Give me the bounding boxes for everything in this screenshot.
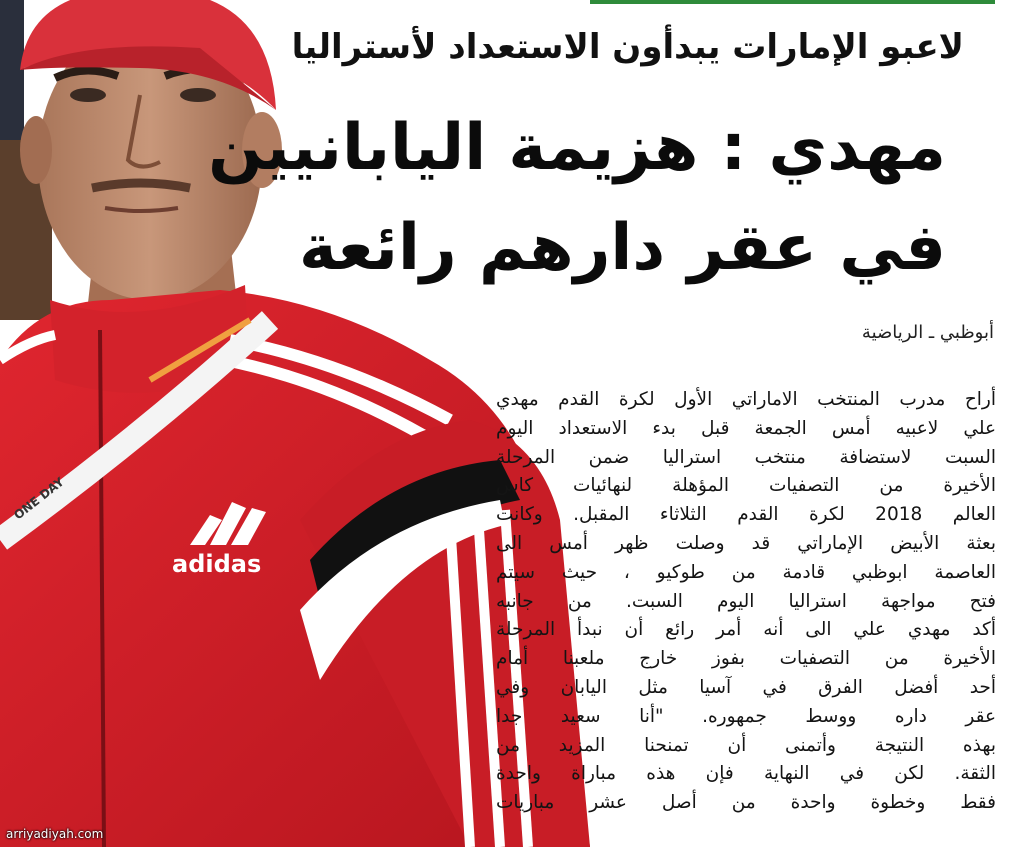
body-line: الأخيرة من التصفيات المؤهلة لنهائيات كاس — [496, 475, 996, 497]
article-kicker: لاعبو الإمارات يبدأون الاستعداد لأستراليا — [291, 27, 964, 67]
body-line: عقر داره ووسط جمهوره. "أنا سعيد جدا — [496, 705, 996, 727]
body-line: العالم 2018 لكرة القدم الثلاثاء المقبل. وكانت — [496, 504, 996, 526]
article-byline: أبوظبي ـ الرياضية — [861, 322, 994, 343]
body-line: الأخيرة من التصفيات بفوز خارج ملعبنا أمام — [496, 648, 996, 670]
jacket-brand-text: adidas — [172, 550, 262, 578]
headline-line: مهدي : هزيمة اليابانيين — [208, 111, 946, 185]
lanyard-text: ONE DAY — [11, 474, 67, 523]
body-line: أحد أفضل الفرق في آسيا مثل اليابان وفي — [496, 676, 996, 698]
headline-line: في عقر دارهم رائعة — [298, 211, 946, 285]
body-line: بعثة الأبيض الإماراتي قد وصلت ظهر أمس الى — [496, 532, 996, 554]
body-line: علي لاعبيه أمس الجمعة قبل بدء الاستعداد اليوم — [496, 417, 996, 439]
body-line: فقط وخطوة واحدة من أصل عشر مباريات — [496, 792, 996, 814]
body-line: الثقة. لكن في النهاية فإن هذه مباراة واحدة — [496, 763, 996, 785]
body-line: العاصمة ابوظبي قادمة من طوكيو ، حيث سيتم — [496, 561, 996, 583]
body-line: أكد مهدي علي الى أنه أمر رائع أن نبدأ المرحلة — [496, 619, 996, 641]
body-line: بهذه النتيجة وأتمنى أن تمنحنا المزيد من — [496, 734, 996, 756]
body-line: السبت لاستضافة منتخب استراليا ضمن المرحلة — [496, 446, 996, 468]
article-headline — [208, 98, 946, 298]
article-body — [496, 386, 996, 818]
body-line: أراح مدرب المنتخب الاماراتي الأول لكرة القدم مهدي — [496, 389, 996, 410]
body-line: فتح مواجهة استراليا اليوم السبت. من جانبه — [496, 590, 996, 612]
site-watermark: arriyadiyah.com — [6, 827, 104, 841]
